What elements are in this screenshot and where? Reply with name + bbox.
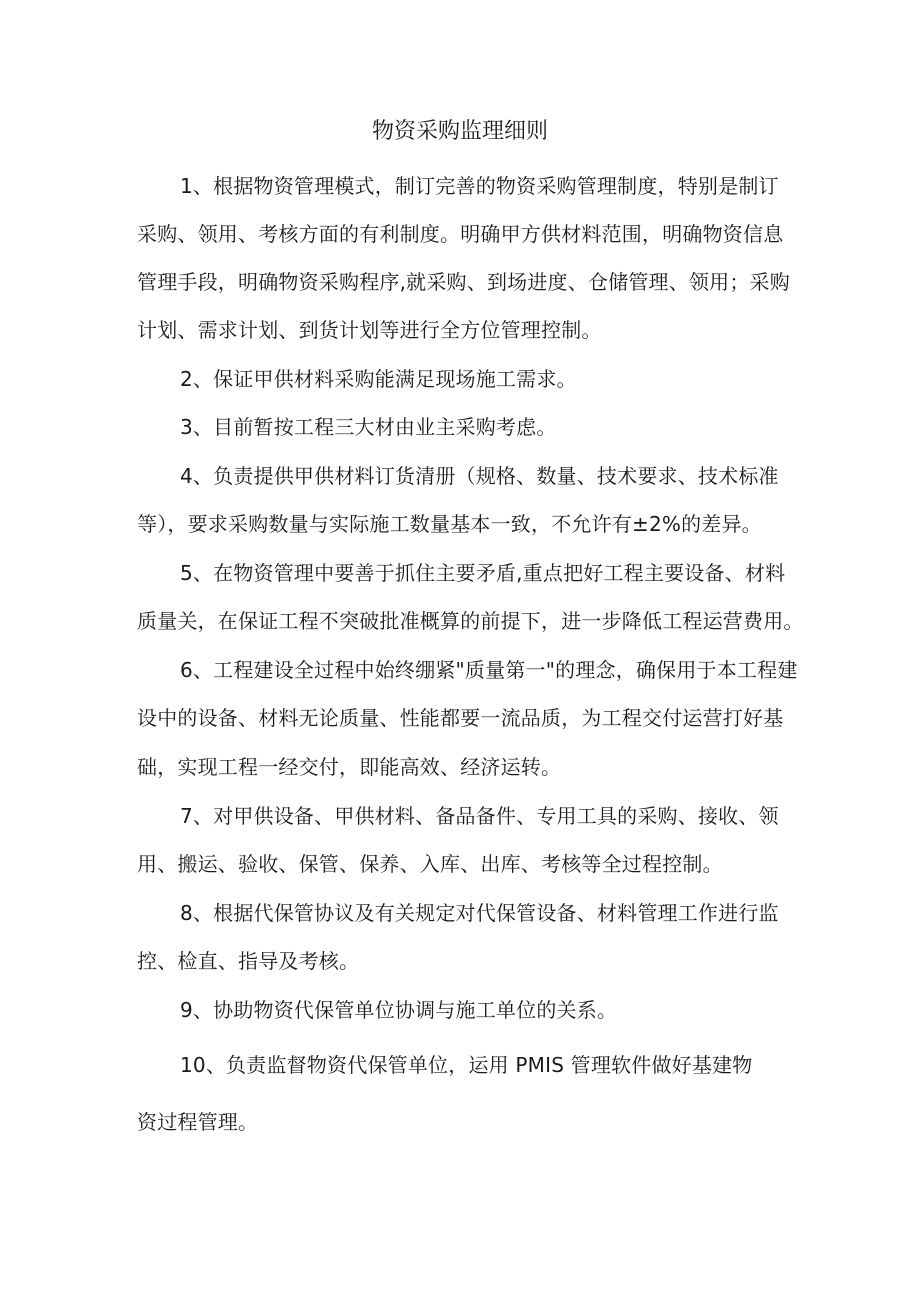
item-4-line-1: 4、负责提供甲供材料订货清册（规格、数量、技术要求、技术标准 (180, 464, 779, 488)
item-5-line-2: 质量关，在保证工程不突破批准概算的前提下，进一步降低工程运营费用。 (137, 609, 804, 633)
item-6-line-1: 6、工程建设全过程中始终绷紧"质量第一"的理念，确保用于本工程建 (180, 658, 798, 682)
item-3-line-1: 3、目前暂按工程三大材由业主采购考虑。 (180, 415, 557, 439)
item-7-line-1: 7、对甲供设备、甲供材料、备品备件、专用工具的采购、接收、领 (180, 804, 779, 828)
item-10-line-1: 10、负责监督物资代保管单位，运用 PMIS 管理软件做好基建物 (180, 1053, 753, 1077)
item-4-line-2: 等），要求采购数量与实际施工数量基本一致，不允许有±2%的差异。 (137, 512, 762, 536)
item-7-line-2: 用、搬运、验收、保管、保养、入库、出库、考核等全过程控制。 (137, 852, 723, 876)
item-8-line-1: 8、根据代保管协议及有关规定对代保管设备、材料管理工作进行监 (180, 901, 779, 925)
item-1-line-2: 采购、领用、考核方面的有利制度。明确甲方供材料范围，明确物资信息 (137, 222, 784, 246)
item-1-line-3: 管理手段，明确物资采购程序,就采购、到场进度、仓储管理、领用；采购 (137, 270, 790, 294)
item-10-line-2: 资过程管理。 (137, 1110, 259, 1134)
item-6-line-3: 础，实现工程一经交付，即能高效、经济运转。 (137, 755, 562, 779)
item-5-line-1: 5、在物资管理中要善于抓住主要矛盾,重点把好工程主要设备、材料 (180, 561, 786, 585)
item-9-line-1: 9、协助物资代保管单位协调与施工单位的关系。 (180, 998, 618, 1022)
item-1-line-4: 计划、需求计划、到货计划等进行全方位管理控制。 (137, 318, 602, 342)
document-title: 物资采购监理细则 (371, 119, 548, 144)
item-2-line-1: 2、保证甲供材料采购能满足现场施工需求。 (180, 367, 577, 391)
item-1-line-1: 1、根据物资管理模式，制订完善的物资采购管理制度，特别是制订 (180, 174, 779, 198)
item-8-line-2: 控、检直、指导及考核。 (137, 949, 360, 973)
item-6-line-2: 设中的设备、材料无论质量、性能都要一流品质，为工程交付运营打好基 (137, 706, 784, 730)
